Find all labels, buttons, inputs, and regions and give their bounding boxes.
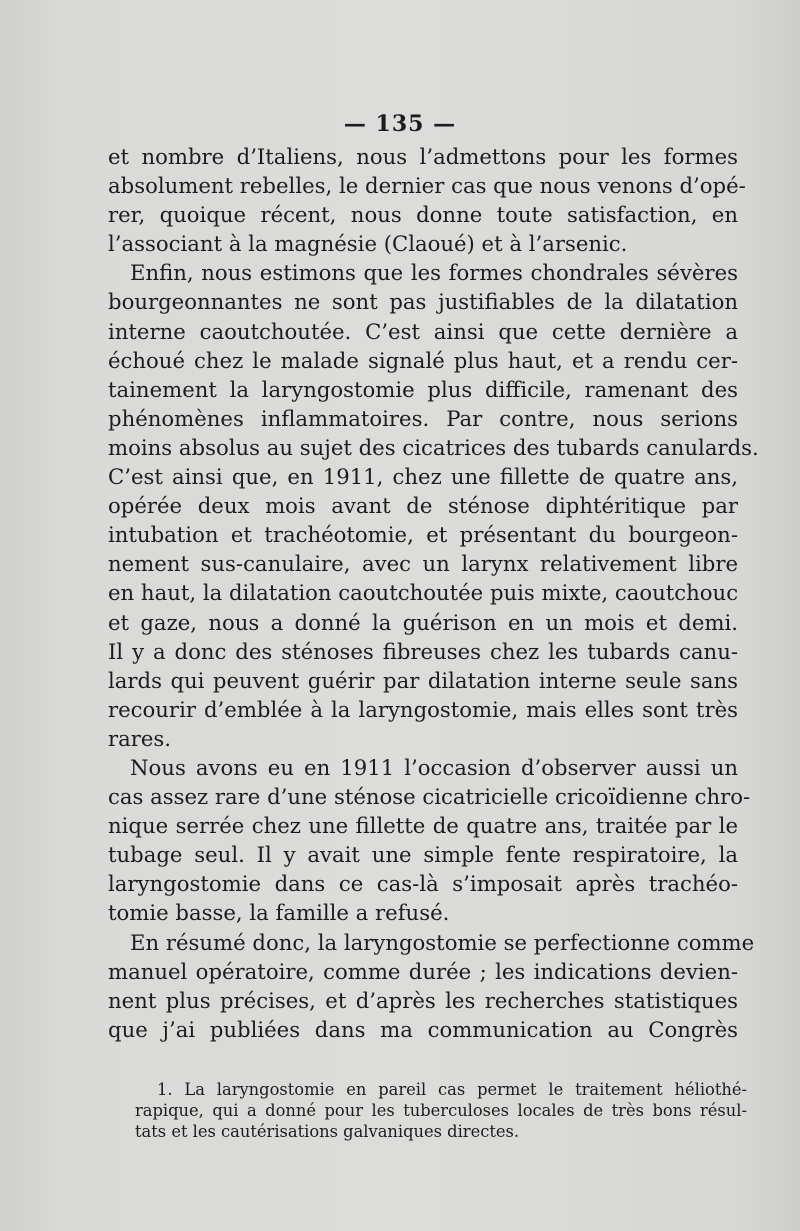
footnote-line: tats et les cautérisations galvaniques directes. <box>135 1122 520 1141</box>
body-text <box>108 142 759 1044</box>
text-line: nent plus précises, et d’après les recherches statistiques <box>108 987 738 1013</box>
footnote <box>135 1079 747 1142</box>
text-line: opérée deux mois avant de sténose diphtéritique par <box>108 493 738 519</box>
text-line: intubation et trachéotomie, et présentant du bourgeon- <box>108 522 738 548</box>
text-line: tubage seul. Il y avait une simple fente respiratoire, la <box>108 842 738 868</box>
text-line: En résumé donc, la laryngostomie se perfectionne comme <box>130 929 755 955</box>
text-line: manuel opératoire, comme durée ; les indications devien- <box>108 958 738 984</box>
text-line: lards qui peuvent guérir par dilatation interne seule sans <box>108 667 738 693</box>
text-line: tomie basse, la famille a refusé. <box>108 900 450 926</box>
text-line: et gaze, nous a donné la guérison en un mois et demi. <box>108 609 738 635</box>
text-line: rer, quoique récent, nous donne toute satisfaction, en <box>108 202 738 228</box>
text-line: nique serrée chez une fillette de quatre ans, traitée par le <box>108 813 738 839</box>
text-line: C’est ainsi que, en 1911, chez une fillette de quatre ans, <box>108 464 738 490</box>
text-line: cas assez rare d’une sténose cicatricielle cricoïdienne chro- <box>108 784 751 810</box>
text-line: Enfin, nous estimons que les formes chondrales sévères <box>130 260 738 286</box>
text-line: phénomènes inflammatoires. Par contre, nous serions <box>108 405 738 431</box>
text-line: Il y a donc des sténoses fibreuses chez les tubards canu- <box>108 638 738 664</box>
footnote-line: rapique, qui a donné pour les tuberculoses locales de très bons résul- <box>135 1101 747 1120</box>
text-line: que j’ai publiées dans ma communication au Congrès <box>108 1016 738 1042</box>
text-line: moins absolus au sujet des cicatrices des tubards canulards. <box>108 434 759 460</box>
text-line: et nombre d’Italiens, nous l’admettons pour les formes <box>108 144 738 169</box>
text-line: interne caoutchoutée. C’est ainsi que cette dernière a <box>108 318 738 344</box>
text-line: Nous avons eu en 1911 l’occasion d’observer aussi un <box>130 754 738 780</box>
text-line: nement sus-canulaire, avec un larynx relativement libre <box>108 551 738 577</box>
text-line: tainement la laryngostomie plus difficile, ramenant des <box>108 376 738 402</box>
text-line: bourgeonnantes ne sont pas justifiables de la dilatation <box>108 289 738 315</box>
text-line: absolument rebelles, le dernier cas que nous venons d’opé- <box>108 173 746 199</box>
text-line: en haut, la dilatation caoutchoutée puis mixte, caoutchouc <box>108 580 739 606</box>
text-line: rares. <box>108 725 172 751</box>
text-line: laryngostomie dans ce cas-là s’imposait après trachéo- <box>108 871 738 897</box>
text-line: l’associant à la magnésie (Claoué) et à l’arsenic. <box>108 231 628 257</box>
text-line: recourir d’emblée à la laryngostomie, mais elles sont très <box>108 696 738 722</box>
page-number: — 135 — <box>343 111 457 137</box>
text-line: échoué chez le malade signalé plus haut, et a rendu cer- <box>108 347 738 373</box>
footnote-line: 1. La laryngostomie en pareil cas permet le traitement héliothé- <box>157 1080 747 1099</box>
